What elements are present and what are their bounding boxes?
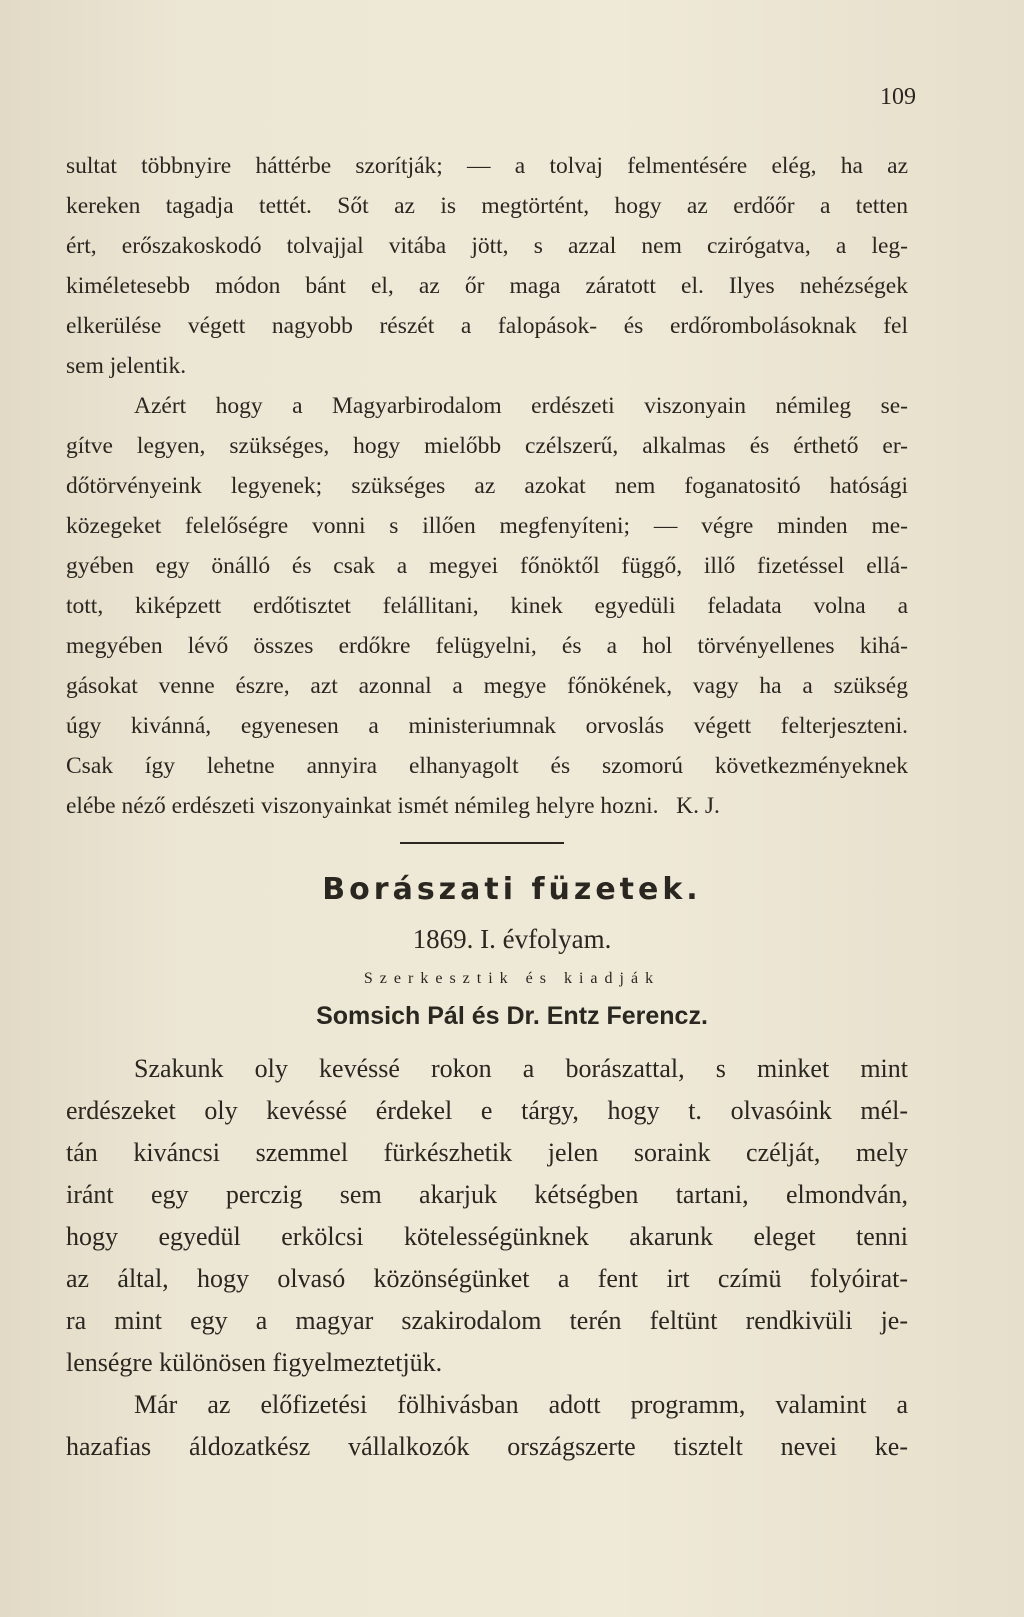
text-line: lenségre különösen figyelmeztetjük. [66, 1348, 443, 1377]
journal-editors-label: Szerkesztik és kiadják [363, 970, 661, 987]
text-line: gítve legyen, szükséges, hogy mielőbb czélszerű, alkalmas és érthető er- [66, 433, 908, 459]
text-line: dőtörvényeink legyenek; szükséges az azokat nem foganatositó hatósági [66, 473, 908, 499]
text-line: tott, kiképzett erdőtisztet felállitani, kinek egyedüli feladata volna a [66, 593, 908, 619]
text-line: tán kiváncsi szemmel fürkészhetik jelen soraink czélját, mely [66, 1138, 908, 1167]
text-line: hazafias áldozatkész vállalkozók országszerte tisztelt nevei ke- [66, 1432, 908, 1461]
text-line: kereken tagadja tettét. Sőt az is megtörtént, hogy az erdőőr a tetten [66, 193, 908, 219]
text-line: gyében egy önálló és csak a megyei főnöktől függő, illő fizetéssel ellá- [66, 553, 908, 579]
page-number: 109 [880, 84, 916, 110]
text-line: Azért hogy a Magyarbirodalom erdészeti viszonyain némileg se- [134, 393, 908, 419]
text-line: úgy kivánná, egyenesen a ministeriumnak orvoslás végett felterjeszteni. [66, 713, 908, 739]
text-line: elkerülése végett nagyobb részét a falopások- és erdőrombolásoknak fel [66, 313, 908, 339]
article-text [66, 146, 908, 826]
text-line: iránt egy perczig sem akarjuk kétségben tartani, elmondván, [66, 1180, 908, 1209]
text-line: hogy egyedül erkölcsi kötelességünknek akarunk eleget tenni [66, 1222, 908, 1251]
text-line: ért, erőszakoskodó tolvajjal vitába jött, s azzal nem czirógatva, a leg- [66, 233, 908, 259]
journal-title: Borászati füzetek. [322, 872, 702, 907]
text-line: gásokat venne észre, azt azonnal a megye főnökének, vagy ha a szükség [66, 673, 908, 699]
text-line: sem jelentik. [66, 353, 187, 379]
section-divider [400, 842, 564, 844]
text-line: Szakunk oly kevéssé rokon a borászattal, s minket mint [134, 1054, 908, 1083]
text-line: közegeket felelőségre vonni s illően megfenyíteni; — végre minden me- [66, 513, 908, 539]
text-line: erdészeket oly kevéssé érdekel e tárgy, hogy t. olvasóink mél- [66, 1096, 908, 1125]
text-line: kiméletesebb módon bánt el, az őr maga záratott el. Ilyes nehézségek [66, 273, 908, 299]
text-line: Csak így lehetne annyira elhanyagolt és szomorú következményeknek [66, 753, 908, 779]
review-text [66, 1048, 908, 1468]
text-line: Már az előfizetési fölhivásban adott programm, valamint a [134, 1390, 908, 1419]
text-line: megyében lévő összes erdőkre felügyelni, és a hol törvényellenes kihá- [66, 633, 908, 659]
text-line: ra mint egy a magyar szakirodalom terén feltünt rendkivüli je- [66, 1306, 908, 1335]
text-line: sultat többnyire háttérbe szorítják; — a tolvaj felmentésére elég, ha az [66, 153, 908, 179]
journal-editors: Somsich Pál és Dr. Entz Ferencz. [316, 1002, 708, 1030]
text-line: elébe néző erdészeti viszonyainkat ismét némileg helyre hozni. K. J. [66, 793, 720, 819]
journal-year: 1869. I. évfolyam. [412, 924, 612, 954]
text-line: az által, hogy olvasó közönségünket a fent irt czímü folyóirat- [66, 1264, 908, 1293]
